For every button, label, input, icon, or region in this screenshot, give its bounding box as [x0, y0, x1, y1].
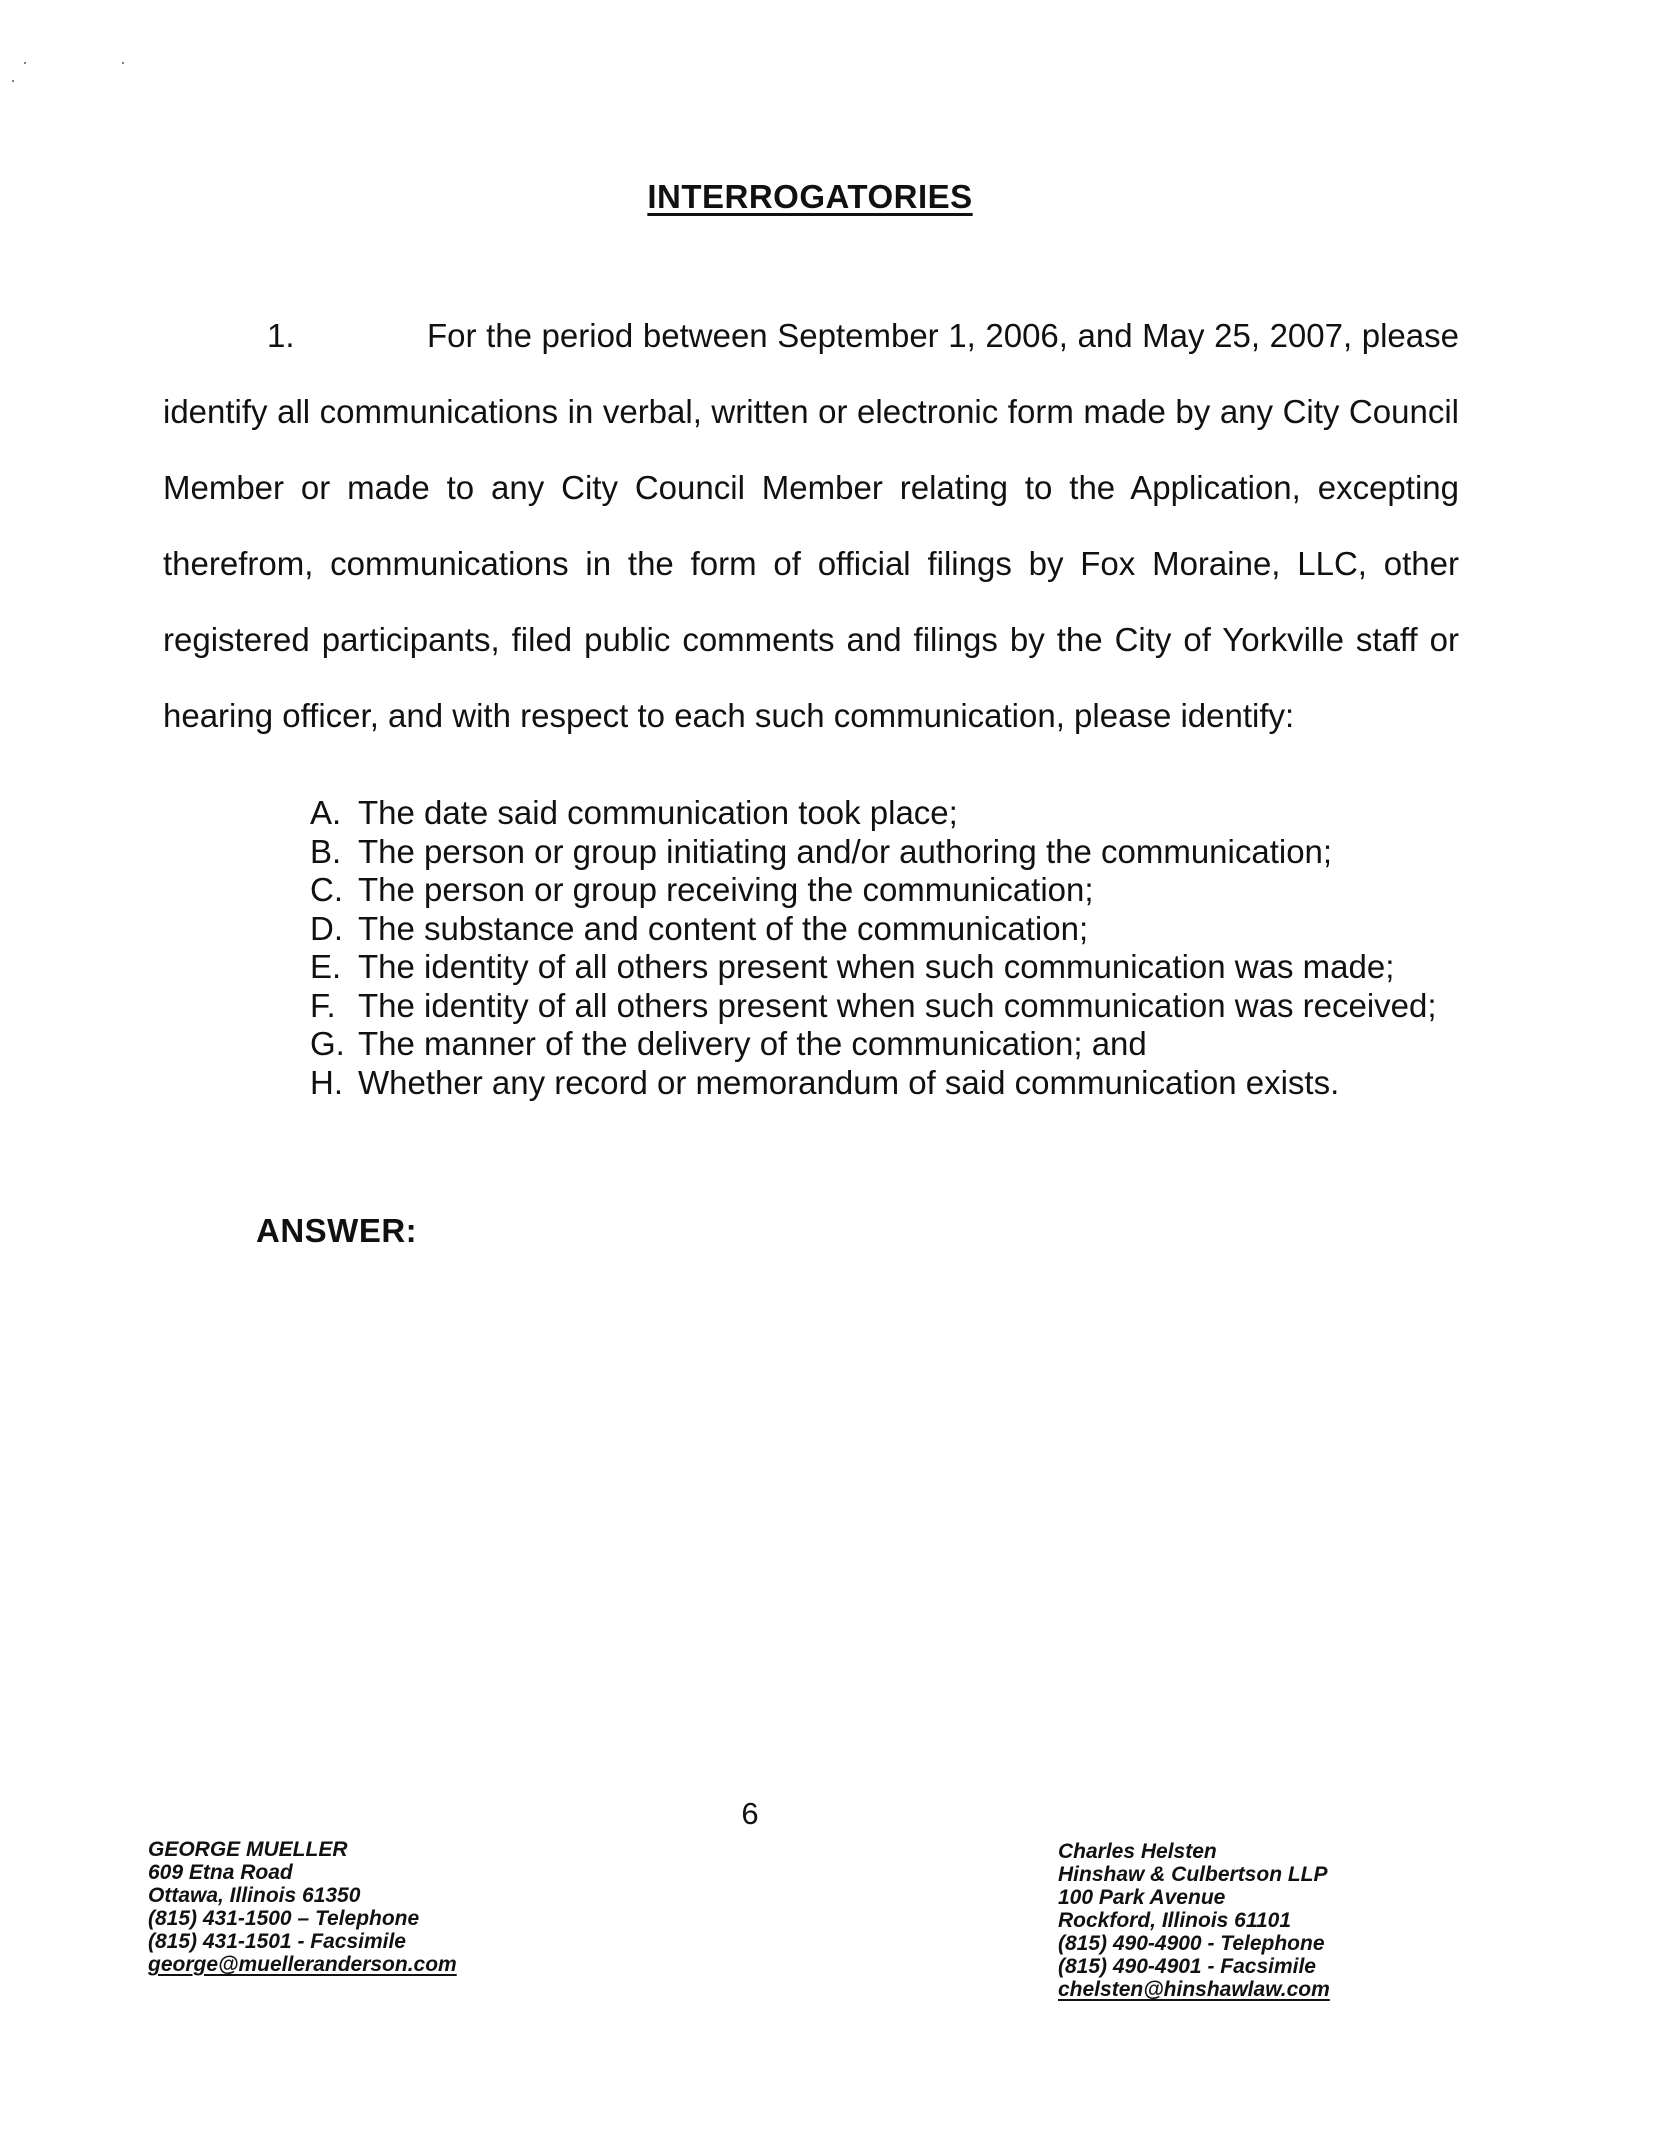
list-item-text: The identity of all others present when such communication was made;	[358, 948, 1395, 985]
page-number: 6	[741, 1796, 759, 1831]
contact-address-line2: Ottawa, Illinois 61350	[148, 1884, 361, 1907]
list-item-letter: E.	[310, 948, 342, 985]
list-item	[310, 794, 1490, 833]
list-item-text: The manner of the delivery of the communication; and	[358, 1025, 1147, 1062]
list-item-letter: B.	[310, 832, 342, 870]
list-item-letter: D.	[310, 909, 343, 947]
list-item-letter: C.	[310, 871, 343, 908]
list-item-text: The date said communication took place;	[358, 794, 958, 831]
list-item	[310, 1025, 1490, 1064]
contact-address-line2: Rockford, Illinois 61101	[1058, 1909, 1292, 1932]
list-item-letter: F.	[310, 986, 336, 1024]
identify-list	[310, 794, 1490, 1102]
scan-speck	[12, 80, 14, 82]
contact-fax: (815) 431-1501 - Facsimile	[148, 1930, 406, 1953]
interrogatory-paragraph	[163, 298, 1459, 754]
contact-phone: (815) 490-4900 - Telephone	[1058, 1932, 1325, 1955]
footer-contact-left	[148, 1838, 457, 1976]
contact-name: GEORGE MUELLER	[148, 1838, 348, 1861]
list-item	[310, 987, 1490, 1026]
list-item-text: The person or group receiving the communication;	[358, 871, 1094, 908]
list-item	[310, 833, 1490, 872]
answer-label: ANSWER:	[256, 1212, 418, 1249]
list-item	[310, 948, 1490, 987]
scan-speck	[24, 62, 26, 64]
interrogatory-text: For the period between September 1, 2006, and May 25, 2007, please identify all communications in verbal, written or electronic form made by any City Council Member or made to any City Council Member relating to the Application, excepting therefrom, communications in the form of official filings by Fox Moraine, LLC, other registered participants, filed public comments and filings by the City of Yorkville staff or hearing officer, and with respect to each such communication, please identify:	[163, 317, 1459, 734]
list-item-text: The identity of all others present when such communication was received;	[358, 986, 1437, 1024]
contact-name: Charles Helsten	[1058, 1840, 1217, 1863]
contact-email-link[interactable]: chelsten@hinshawlaw.com	[1058, 1978, 1330, 2001]
contact-email-link[interactable]: george@muelleranderson.com	[148, 1953, 457, 1976]
list-item-letter: H.	[310, 1063, 343, 1101]
interrogatory-number: 1.	[267, 317, 295, 354]
scan-speck	[122, 62, 124, 64]
list-item-text: The substance and content of the communication;	[358, 909, 1089, 947]
list-item-text: The person or group initiating and/or authoring the communication;	[358, 832, 1333, 870]
section-heading: INTERROGATORIES	[647, 178, 973, 215]
list-item-text: Whether any record or memorandum of said communication exists.	[358, 1063, 1340, 1101]
contact-address-line1: 100 Park Avenue	[1058, 1886, 1226, 1909]
contact-fax: (815) 490-4901 - Facsimile	[1058, 1955, 1316, 1978]
contact-address-line1: 609 Etna Road	[148, 1861, 293, 1884]
list-item	[310, 1064, 1490, 1103]
footer-contact-right	[1058, 1840, 1330, 2001]
list-item	[310, 910, 1490, 949]
list-item-letter: G.	[310, 1025, 345, 1062]
list-item	[310, 871, 1490, 910]
contact-firm: Hinshaw & Culbertson LLP	[1058, 1863, 1328, 1886]
list-item-letter: A.	[310, 794, 342, 831]
contact-phone: (815) 431-1500 – Telephone	[148, 1907, 420, 1930]
